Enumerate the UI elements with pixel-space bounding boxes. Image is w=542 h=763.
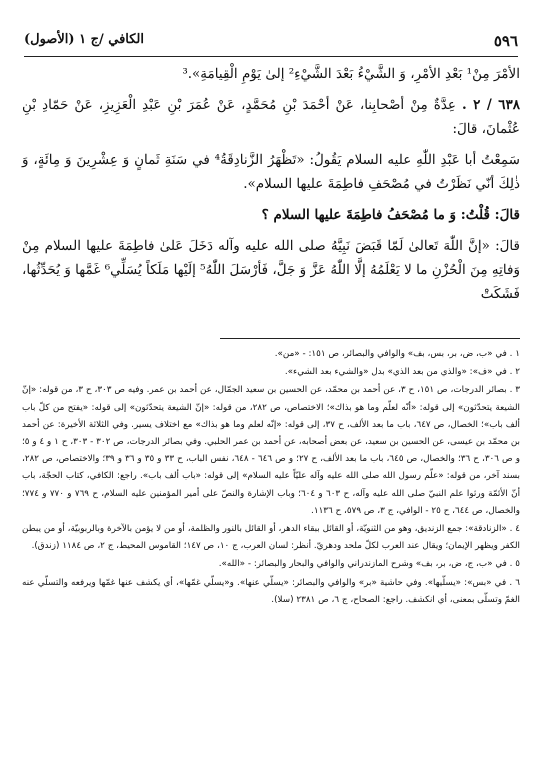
- quote-paragraph-2: قالَ: قُلْتُ: وَ ما مُصْحَفُ فاطِمَةَ عليها السلام ؟: [261, 207, 520, 223]
- footnote-4: ٤ . «الزنادقة»: جمع الزنديق، وهو من الثنويّة، أو القائل ببقاء الدهر، أو القائل بالنور والظلمة، أو من لا يؤمن بالآخرة وبالربوبيّة، أو من يبطن الكفر ويظهر الإيمان؛ ويقال عند العرب لكلّ ملحد ودهريّ. أنظر: لسان العرب، ج ١٠، ص ١٤٧؛ القاموس المحيط، ج ٢، ص ١١٨٤ (زندق).: [22, 524, 520, 552]
- quote-paragraph-3: قالَ: «إنَّ اللّٰهَ تَعالىٰ لَمّا قَبَضَ نَبِيَّهُ صلى الله عليه وآله دَخَلَ عَلىٰ فاطِمَةَ عليها السلام مِنْ وَفاتِهِ مِنَ الْحُزْنِ ما لا يَعْلَمُهُ إلَّا اللّٰهُ عَزَّ وَ جَلَّ، فَأرْسَلَ اللّٰهُ⁵ إلَيْها مَلَكاً يُسَلِّي⁶ غَمَّها وَ يُحَدِّثُها، فَشَكَتْ: [22, 238, 520, 302]
- page-header: [24, 30, 518, 57]
- running-title: الكافي /ج ١ (الأصول): [24, 32, 145, 47]
- footnotes: [22, 346, 520, 610]
- footnote-3: ٣ . بصائر الدرجات، ص ١٥١، ح ٣، عن أحمد بن محمّد، عن الحسين بن سعيد الجمّال، عن أحمد بن عمر. وفيه ص ٣٠٣، ح ٣، من قوله: «إنّ الشيعة يتحدّثون» إلى قوله: «أنّه لعلّم وما هو بذاك»؛ الاختصاص، ص ٢٨٢، من قوله: «إنّ الشيعة يتحدّثون» إلى قوله: «يفتح من كلّ باب ألف باب»؛ الخصال، ص ٦٤٧، باب ما بعد الألف، ح ٣٧، إلى قوله: «إنّه لعلم وما هو بذاك» مع اختلاف يسير. وفي الثلاثة الأخيرة: عن أحمد بن محمّد بن عيسى، عن الحسين بن سعيد، عن بعض أصحابه، عن أحمد بن عمر الحلبي. وفي بصائر الدرجات، ص ٣٠٢ - ٣٠٣، ح ١ و ٤ و ٥؛ و ص ٣٠٦، ح ٣٦؛ والخصال، ص ٦٤٥، باب ما بعد الألف، ح ٢٧؛ و ص ٦٤٦ - ٦٤٨، نفس الباب، ح ٣٣ و ٣٥ و ٣٦ و ٣٩؛ والاختصاص، ص ٢٨٢، بسند آخر، من قوله: «علّم رسول الله صلى الله عليه وآله عليّاً عليه السلام» إلى قوله: «باب ألف باب». راجع: الكافي، كتاب الحجّة، باب أنّ الأئمّة ورثوا علم النبيّ صلى الله عليه وآله، ح ٦٠٣ و ٦٠٤؛ وباب الإشارة والنصّ على أمير المؤمنين عليه السلام، ح ٧٦٩ و ٧٧٠ و ٧٧٤؛ والخصال، ص ٦٤٤، ح ٢٥ - الوافي، ج ٣، ص ٥٧٩، ح ١١٣٦.: [22, 385, 521, 516]
- footnote-6: ٦ . في «بس»: «يسلّيها». وفي حاشية «بر» والوافي والبصائر: «يسلّي عنها». و«يسلّي غمّها»، أي يكشف عنها غمّها ويرفعه والتسلّي عنه الغمّ وتسلّى بمعنى، أي انكشف. راجع: الصحاح، ج ٦، ص ٢٣٨١ (سلا).: [22, 577, 520, 605]
- page-number: ٥٩٦: [493, 32, 518, 50]
- quote-paragraph-1: سَمِعْتُ أبا عَبْدِ اللّٰهِ عليه السلام يَقُولُ: «تَظْهَرُ الزَّنادِقَةُ⁴ في سَنَةِ ثَمانٍ وَ عِشْرِينَ وَ مِائَةٍ، وَ ذٰلِكَ أنّي نَظَرْتُ في مُصْحَفِ فاطِمَةَ عليها السلام».: [22, 152, 520, 192]
- isnad-text: عِدَّةٌ مِنْ أصْحابِنا، عَنْ أحْمَدَ بْنِ مُحَمَّدٍ، عَنْ عُمَرَ بْنِ عَبْدِ الْعَزِيزِ، عَنْ حَمّادِ بْنِ عُثْمانَ، قالَ:: [22, 97, 520, 137]
- footnote-5: ٥ . في «ب، ج، ض، بر، بف» وشرح المازندراني والوافي والبحار والبصائر: - «الله».: [218, 559, 520, 570]
- hadith-number: ٦٣٨ / ٢ .: [462, 97, 520, 113]
- footnote-separator: [220, 338, 520, 339]
- footnote-1: ١ . في «ب، ض، بر، بس، بف» والوافي والبصائر، ص ١٥١: - «من».: [274, 349, 520, 359]
- footnote-2: ٢ . في «ف»: «والذي من بعد الذي» بدل «والشيء بعد الشيء».: [284, 367, 520, 378]
- hadith-paragraph: [22, 93, 520, 141]
- continuation-paragraph: الأمْرَ مِنْ¹ بَعْدِ الأمْرِ، وَ الشَّيْءُ بَعْدَ الشَّيْءِ² إلىٰ يَوْمِ الْقِيامَةِ».³: [182, 66, 520, 82]
- main-text: [22, 62, 520, 313]
